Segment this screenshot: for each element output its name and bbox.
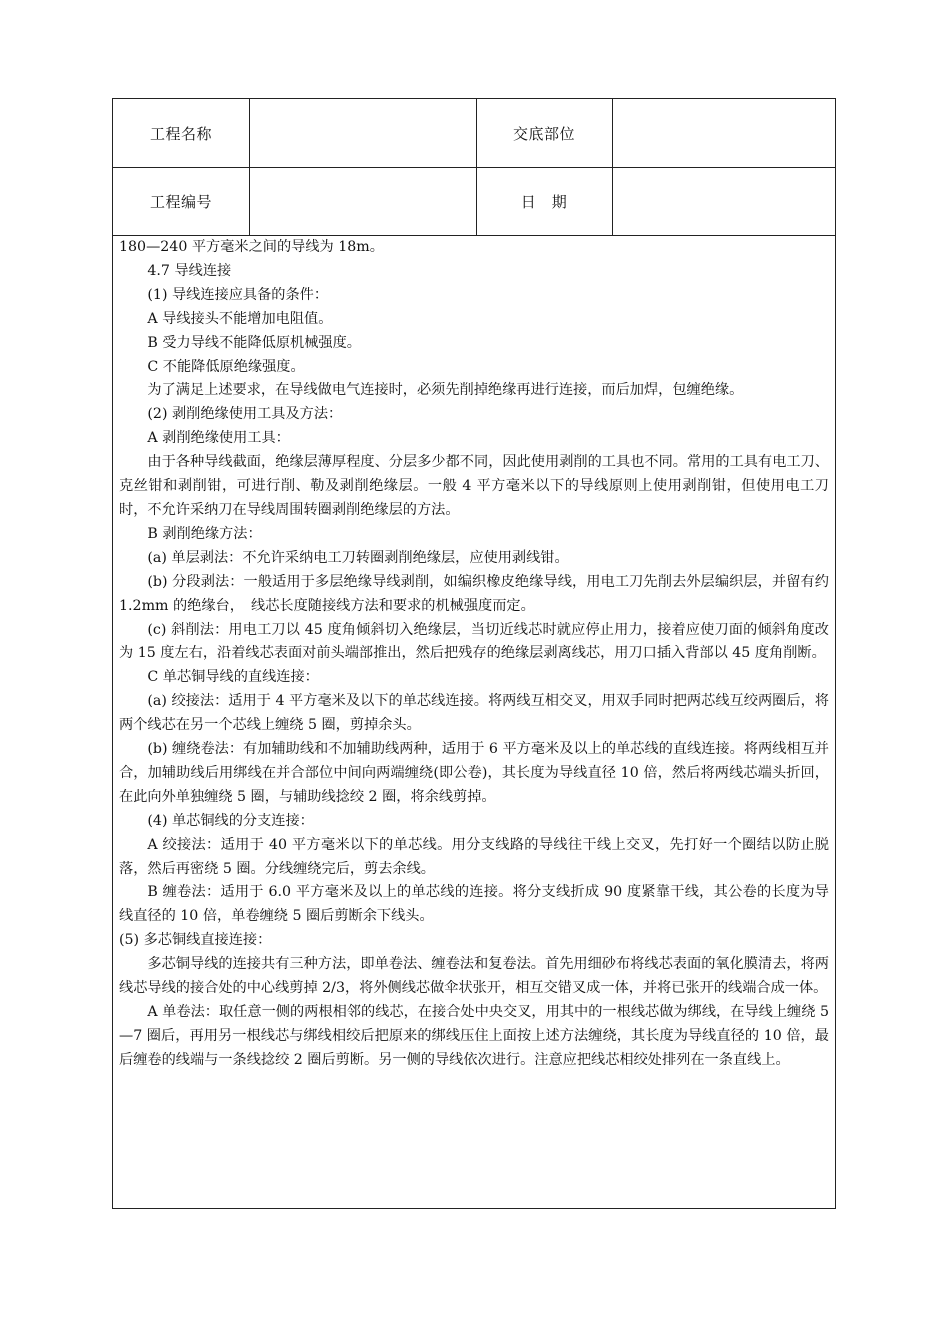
disclosure-part-label: 交底部位 <box>512 124 575 143</box>
disclosure-part-value[interactable] <box>612 99 835 167</box>
body-line: (a) 单层剥法：不允许采纳电工刀转圈剥削绝缘层，应使用剥线钳。 <box>147 549 569 566</box>
body-line: A 剥削绝缘使用工具： <box>147 430 290 447</box>
header-row-1 <box>113 99 835 168</box>
subsection-heading: (2) 剥削绝缘使用工具及方法： <box>147 406 343 423</box>
date-value[interactable] <box>612 167 835 235</box>
header-row-2 <box>113 167 835 236</box>
column-divider <box>612 99 613 235</box>
body-line: C 单芯铜导线的直线连接： <box>147 669 319 686</box>
date-label: 日 期 <box>520 192 568 211</box>
project-name-label: 工程名称 <box>149 124 212 143</box>
body-paragraph: A 单卷法：取任意一侧的两根相邻的线芯，在接合处中央交叉，用其中的一根线芯做为绑线，在导线上缠绕 5—7 圈后，再用另一根线芯与绑线相绞后把原来的绑线压住上面按上述方法缠绕，其长度为导线直径的 10 倍，最后缠卷的线端与一条线捻绞 2 圈后剪断。另一侧的导线依次进行。注意应把线芯相绞处排列在一条直线上。 <box>119 1004 829 1068</box>
subsection-heading: (4) 单芯铜线的分支连接： <box>147 812 314 829</box>
body-line: C 不能降低原绝缘强度。 <box>147 358 305 375</box>
project-number-value[interactable] <box>249 167 476 235</box>
body-paragraph: 为了满足上述要求，在导线做电气连接时，必须先削掉绝缘再进行连接，而后加焊，包缠绝缘。 <box>147 382 744 399</box>
section-heading: 4.7 导线连接 <box>147 262 232 279</box>
body-line: 180—240 平方毫米之间的导线为 18m。 <box>119 239 384 255</box>
body-paragraph: (b) 缠绕卷法：有加辅助线和不加辅助线两种，适用于 6 平方毫米及以上的单芯线的直线连接。将两线相互并合，加辅助线后用绑线在并合部位中间向两端缠绕(即公卷)，其长度为导线直径 10 倍，然后将两线芯端头折回，在此向外单独缠绕 5 圈，与辅助线捻绞 2 圈，将余线剪掉。 <box>119 741 829 805</box>
body-paragraph: (c) 斜削法：用电工刀以 45 度角倾斜切入绝缘层，当切近线芯时就应停止用力，接着应使刀面的倾斜角度改为 15 度左右，沿着线芯表面对前头端部推出，然后把残存的绝缘层剥离线芯，用刀口插入背部以 45 度角削断。 <box>119 621 829 662</box>
column-divider <box>476 99 477 235</box>
project-number-label: 工程编号 <box>149 192 212 211</box>
body-paragraph: 由于各种导线截面，绝缘层薄厚程度、分层多少都不同，因此使用剥削的工具也不同。常用的工具有电工刀、克丝钳和剥削钳，可进行削、勒及剥削绝缘层。一般 4 平方毫米以下的导线原则上使用剥削钳，但使用电工刀时，不允许采纳刀在导线周围转圈剥削绝缘层的方法。 <box>119 454 829 518</box>
body-paragraph: (b) 分段剥法：一般适用于多层绝缘导线剥削，如编织橡皮绝缘导线，用电工刀先削去外层编织层，并留有约 1.2mm 的绝缘台， 线芯长度随接线方法和要求的机械强度而定。 <box>119 573 829 614</box>
body-line: B 受力导线不能降低原机械强度。 <box>147 334 361 351</box>
body-paragraph: A 绞接法：适用于 40 平方毫米以下的单芯线。用分支线路的导线往干线上交叉，先打好一个圈结以防止脱落，然后再密绕 5 圈。分线缠绕完后，剪去余线。 <box>119 836 829 877</box>
body-line: A 导线接头不能增加电阻值。 <box>147 310 333 327</box>
project-name-value[interactable] <box>249 99 476 167</box>
subsection-heading: (5) 多芯铜线直接连接： <box>119 932 272 949</box>
body-paragraph: 多芯铜导线的连接共有三种方法，即单卷法、缠卷法和复卷法。首先用细砂布将线芯表面的氧化膜清去，将两线芯导线的接合处的中心线剪掉 2/3，将外侧线芯做伞状张开，相互交错叉成一体，并将已张开的线端合成一体。 <box>119 956 829 997</box>
body-paragraph: (a) 绞接法：适用于 4 平方毫米及以下的单芯线连接。将两线互相交叉，用双手同时把两芯线互绞两圈后，将两个线芯在另一个芯线上缠绕 5 圈，剪掉余头。 <box>119 693 829 734</box>
subsection-heading: (1) 导线连接应具备的条件： <box>147 286 329 303</box>
disclosure-form <box>112 98 836 1209</box>
body-paragraph: B 缠卷法：适用于 6.0 平方毫米及以上的单芯线的连接。将分支线折成 90 度紧靠干线，其公卷的长度为导线直径的 10 倍，单卷缠绕 5 圈后剪断余下线头。 <box>119 884 829 925</box>
disclosure-content <box>119 236 829 1073</box>
body-line: B 剥削绝缘方法： <box>147 525 262 542</box>
column-divider <box>249 99 250 235</box>
